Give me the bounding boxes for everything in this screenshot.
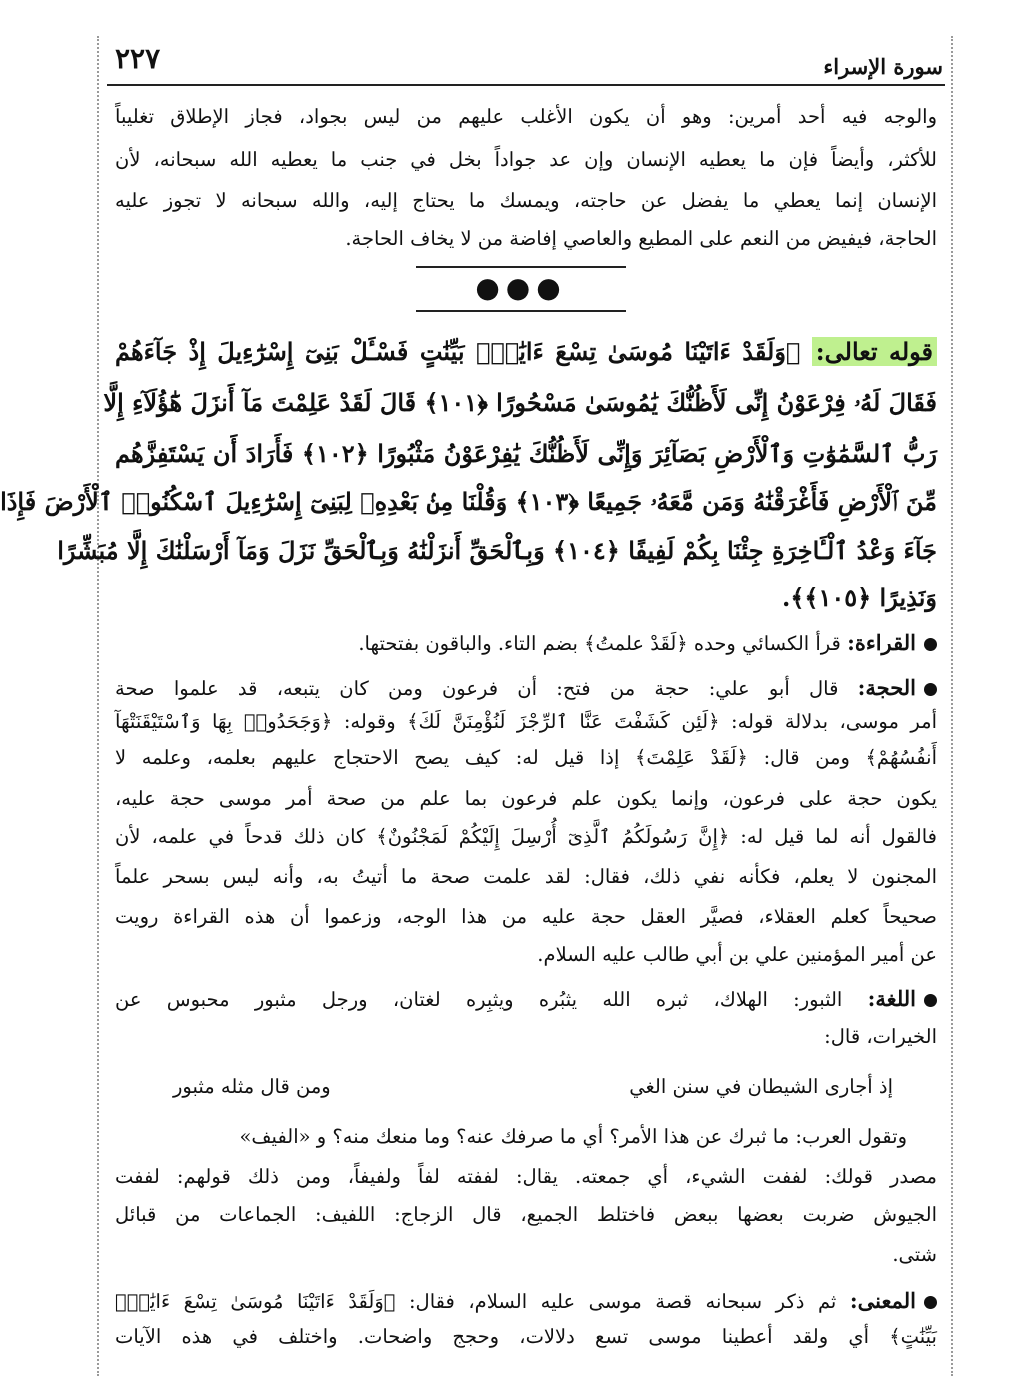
hujja-line: فالقول أنه لما قيل له: ﴿إِنَّ رَسُولَكُمُ ٱلَّذِىٓ أُرْسِلَ إِلَيْكُمْ لَمَجْنُونٌ﴾ كان ذلك قدحاً في علمه، لأن [115, 825, 937, 848]
hujja-line: يكون حجة على فرعون، وإنما يكون علم فرعون بما علم من صحة أمر موسى حجة عليه، [115, 787, 937, 810]
separator-rule-bottom [416, 310, 626, 312]
qiraa-heading: القراءة: [847, 630, 916, 655]
lugha-line: الجيوش ضربت بعضها ببعض فاختلط الجميع، قال الزجاج: اللفيف: الجماعات من قبائل [115, 1203, 937, 1226]
lugha-section [115, 982, 937, 1016]
verse-line [115, 330, 937, 376]
maana-heading: المعنى: [849, 1288, 917, 1313]
verse-label: قوله تعالى: [812, 337, 937, 366]
hujja-line: عن أمير المؤمنين علي بن أبي طالب عليه السلام. [537, 943, 937, 966]
lugha-text: الثبور: الهلاك، ثبره الله يثبُره ويثبِره لغتان، ورجل مثبور محبوس عن [115, 988, 843, 1011]
hujja-line: أمر موسى، بدلالة قوله: ﴿لَئِن كَشَفْتَ عَنَّا ٱلرِّجْزَ لَنُؤْمِنَنَّ لَكَ﴾ وقوله: ﴿وَجَحَدُوا۟ بِهَا وَٱسْتَيْقَنَتْهَآ [115, 710, 937, 733]
hujja-line: صحيحاً كعلم العقلاء، فصيَّر العقل حجة عليه من هذا الوجه، وزعموا أن هذه القراءة رويت [115, 905, 937, 928]
verse-line: وَنَذِيرًا ﴿١٠٥﴾﴾. [781, 583, 937, 612]
lugha-line: مصدر قولك: لففت الشيء، أي جمعته. يقال: لففته لفاً ولفيفاً، ومن ذلك قولهم: لففت [115, 1165, 937, 1188]
intro-line: الإنسان إنما يعطي ما يفضل عن حاجته، ويمسك ما يحتاج إليه، والله سبحانه لا تجوز عليه [115, 189, 937, 212]
lugha-after-text: وتقول العرب: ما ثبرك عن هذا الأمر؟ أي ما صرفك عنه؟ وما منعك منه؟ و «الفيف» [239, 1125, 907, 1148]
hujja-text: قال أبو علي: حجة من فتح: أن فرعون ومن كان يتبعه، قد علموا صحة [115, 677, 839, 700]
header-divider [107, 84, 945, 86]
verse-line: رَبُّ ٱلسَّمَٰوَٰتِ وَٱلْأَرْضِ بَصَآئِرَ وَإِنِّى لَأَظُنُّكَ يَٰفِرْعَوْنُ مَثْبُورًا ﴿١٠٢﴾ فَأَرَادَ أَن يَسْتَفِزَّهُم [115, 439, 938, 468]
verse-line: فَقَالَ لَهُۥ فِرْعَوْنُ إِنِّى لَأَظُنُّكَ يَٰمُوسَىٰ مَسْحُورًا ﴿١٠١﴾ قَالَ لَقَدْ عَلِمْتَ مَآ أَنزَلَ هَٰٓؤُلَآءِ إِلَّا [103, 388, 937, 417]
lugha-line [115, 1120, 937, 1154]
bullet-icon [924, 683, 937, 696]
bullet-icon [924, 994, 937, 1007]
lugha-line: شتى. [892, 1243, 937, 1266]
page-header [107, 40, 945, 82]
hujja-heading: الحجة: [857, 675, 916, 700]
qiraa-text: قرأ الكسائي وحده ﴿لَقَدْ علمتُ﴾ بضم التاء. والباقون بفتحتها. [358, 632, 841, 655]
lugha-heading: اللغة: [867, 986, 916, 1011]
poem-hemistich-2: ومن قال مثله مثبور [173, 1075, 331, 1098]
maana-line: بَيِّنَٰتٍ﴾ أي ولقد أعطينا موسى تسع دلالات، وحجج واضحات. واختلف في هذه الآيات [115, 1325, 937, 1348]
lugha-line: الخيرات، قال: [824, 1025, 937, 1048]
qiraa-section [115, 626, 937, 660]
hujja-line: المجنون لا يعلم، فكأنه نفي ذلك، فقال: لقد علمت صحة ما أتيتُ به، وأنه ليس بسحر علماً [115, 865, 937, 888]
intro-line: والوجه فيه أحد أمرين: وهو أن يكون الأغلب عليهم من ليس بجواد، فجاز الإطلاق تغليباً [115, 105, 937, 128]
page-number: ٢٢٧ [115, 42, 161, 75]
separator-dots: ●●● [475, 271, 567, 304]
verse-line: جَآءَ وَعْدُ ٱلْـَٔاخِرَةِ جِئْنَا بِكُمْ لَفِيفًا ﴿١٠٤﴾ وَبِٱلْحَقِّ أَنزَلْنَٰهُ وَبِٱلْحَقِّ نَزَلَ وَمَآ أَرْسَلْنَٰكَ إِلَّا مُبَشِّرًا [57, 536, 937, 565]
verse-text: ﴿وَلَقَدْ ءَاتَيْنَا مُوسَىٰ تِسْعَ ءَايَٰتٍۭ بَيِّنَٰتٍ فَسْـَٔلْ بَنِىٓ إِسْرَٰٓءِيلَ إِذْ جَآءَهُمْ [115, 337, 801, 366]
hujja-section [115, 671, 937, 705]
surah-name: سورة الإسراء [823, 54, 943, 79]
intro-line: للأكثر، وأيضاً فإن ما يعطيه الإنسان وإن عد جواداً بخل في جنب ما يعطيه الله سبحانه، لأن [115, 148, 937, 171]
bullet-icon [924, 1296, 937, 1309]
intro-line: الحاجة، فيفيض من النعم على المطيع والعاصي إفاضة من لا يخاف الحاجة. [345, 227, 937, 250]
verse-line: مِّنَ ٱلْأَرْضِ فَأَغْرَقْنَٰهُ وَمَن مَّعَهُۥ جَمِيعًا ﴿١٠٣﴾ وَقُلْنَا مِنۢ بَعْدِهِۦ لِبَنِىٓ إِسْرَٰٓءِيلَ ٱسْكُنُوا۟ ٱلْأَرْضَ فَإِذَا [0, 487, 937, 516]
maana-text: ثم ذكر سبحانه قصة موسى عليه السلام، فقال: ﴿وَلَقَدْ ءَاتَيْنَا مُوسَىٰ تِسْعَ ءَايَٰتٍۭ [115, 1290, 837, 1313]
bullet-icon [924, 638, 937, 651]
poem-hemistich-1: إذ أجارى الشيطان في سنن الغي [629, 1075, 893, 1098]
maana-section [115, 1284, 937, 1318]
hujja-line: أَنفُسُهُمْ﴾ ومن قال: ﴿لَقَدْ عَلِمْتَ﴾ إذا قيل له: كيف يصح الاحتجاج عليهم بعلمه، وعلمه لا [115, 746, 937, 769]
